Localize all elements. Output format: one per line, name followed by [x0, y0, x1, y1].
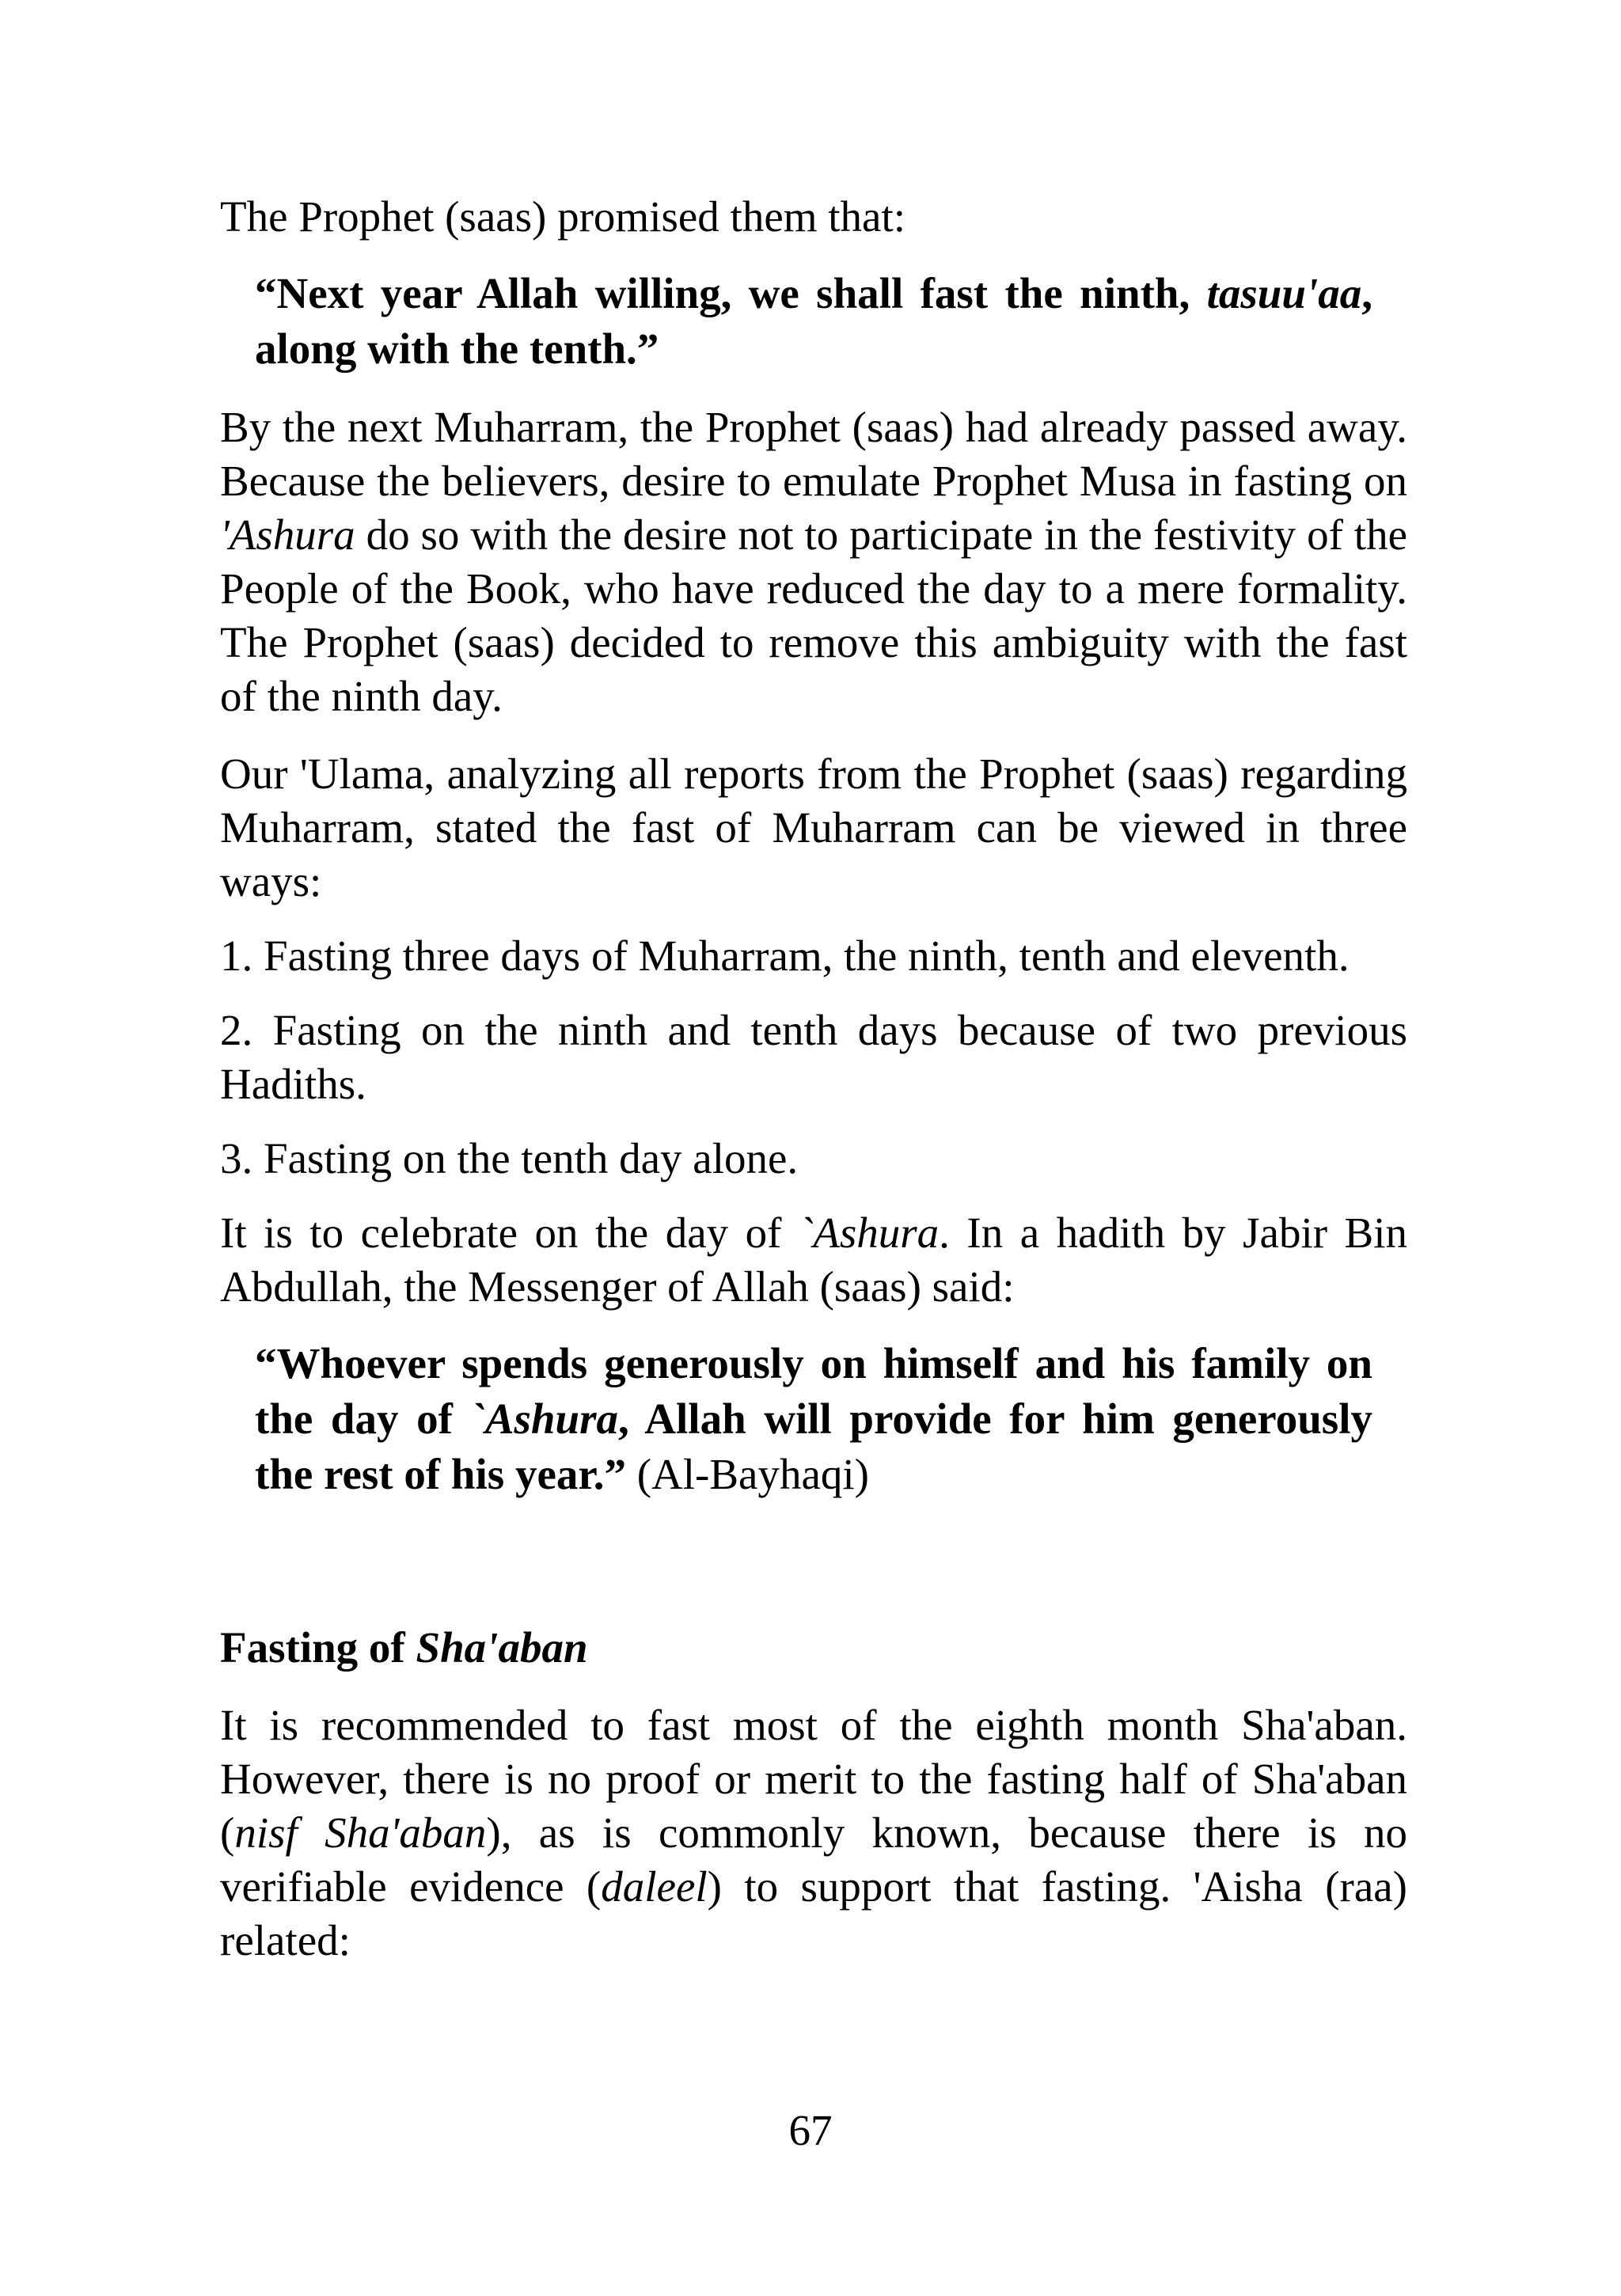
paragraph-text: ) to support that fasting. 'Aisha (raa) related:	[220, 1862, 1408, 1964]
paragraph-text: It is to celebrate on the day of	[220, 1209, 799, 1257]
paragraph-shaaban	[220, 1698, 1407, 1968]
quote-source: (Al-Bayhaqi)	[625, 1450, 869, 1498]
quote-text: , along with the tenth.”	[255, 269, 1372, 373]
quote-text: , Allah will provide for him generously the rest of his year.”	[255, 1395, 1372, 1498]
paragraph-text: By the next Muharram, the Prophet (saas) had already passed away. Because the believers, desire to emulate Prophet Musa in fasting on	[220, 403, 1407, 505]
paragraph-text: It is recommended to fast most of the eighth month Sha'aban. However, there is no proof or merit to the fasting half of Sha'aban (	[220, 1701, 1407, 1857]
quote-next-year	[255, 266, 1372, 377]
heading-italic-term: Sha'aban	[416, 1623, 588, 1672]
quote-text: “Next year Allah willing, we shall fast the ninth,	[255, 269, 1207, 317]
paragraph-muharram	[220, 400, 1407, 723]
paragraph-ulama: Our 'Ulama, analyzing all reports from the Prophet (saas) regarding Muharram, stated the fast of Muharram can be viewed in three ways:	[220, 750, 1407, 905]
page-body	[220, 190, 1407, 1968]
paragraph-text: do so with the desire not to participate in the festivity of the People of the Book, who have reduced the day to a mere formality. The Prophet (saas) decided to remove this ambiguity with the fast of the ninth day.	[220, 510, 1407, 720]
quote-text: “Whoever spends generously on himself and his family on the day of	[255, 1339, 1372, 1443]
italic-term: nisf Sha'aban	[234, 1808, 487, 1857]
quote-italic-term: tasuu'aa	[1206, 269, 1362, 317]
paragraph-text: . In a hadith by Jabir Bin Abdullah, the Messenger of Allah (saas) said:	[220, 1209, 1408, 1311]
italic-term: daleel	[601, 1862, 708, 1911]
list-item-2: 2. Fasting on the ninth and tenth days because of two previous Hadiths.	[220, 1006, 1407, 1108]
quote-italic-term: `Ashura	[470, 1395, 618, 1443]
quote-whoever	[255, 1336, 1372, 1502]
section-heading	[220, 1621, 1407, 1675]
heading-text: Fasting of	[220, 1623, 416, 1672]
list-item-3: 3. Fasting on the tenth day alone.	[220, 1134, 799, 1182]
italic-term: 'Ashura	[220, 510, 355, 559]
page-number: 67	[788, 2106, 833, 2154]
list-item-1: 1. Fasting three days of Muharram, the ninth, tenth and eleventh.	[220, 932, 1350, 980]
italic-term: `Ashura	[798, 1209, 940, 1257]
intro-line: The Prophet (saas) promised them that:	[220, 192, 906, 241]
paragraph-text: ), as is commonly known, because there is no verifiable evidence (	[220, 1808, 1407, 1911]
paragraph-ashura	[220, 1206, 1407, 1314]
